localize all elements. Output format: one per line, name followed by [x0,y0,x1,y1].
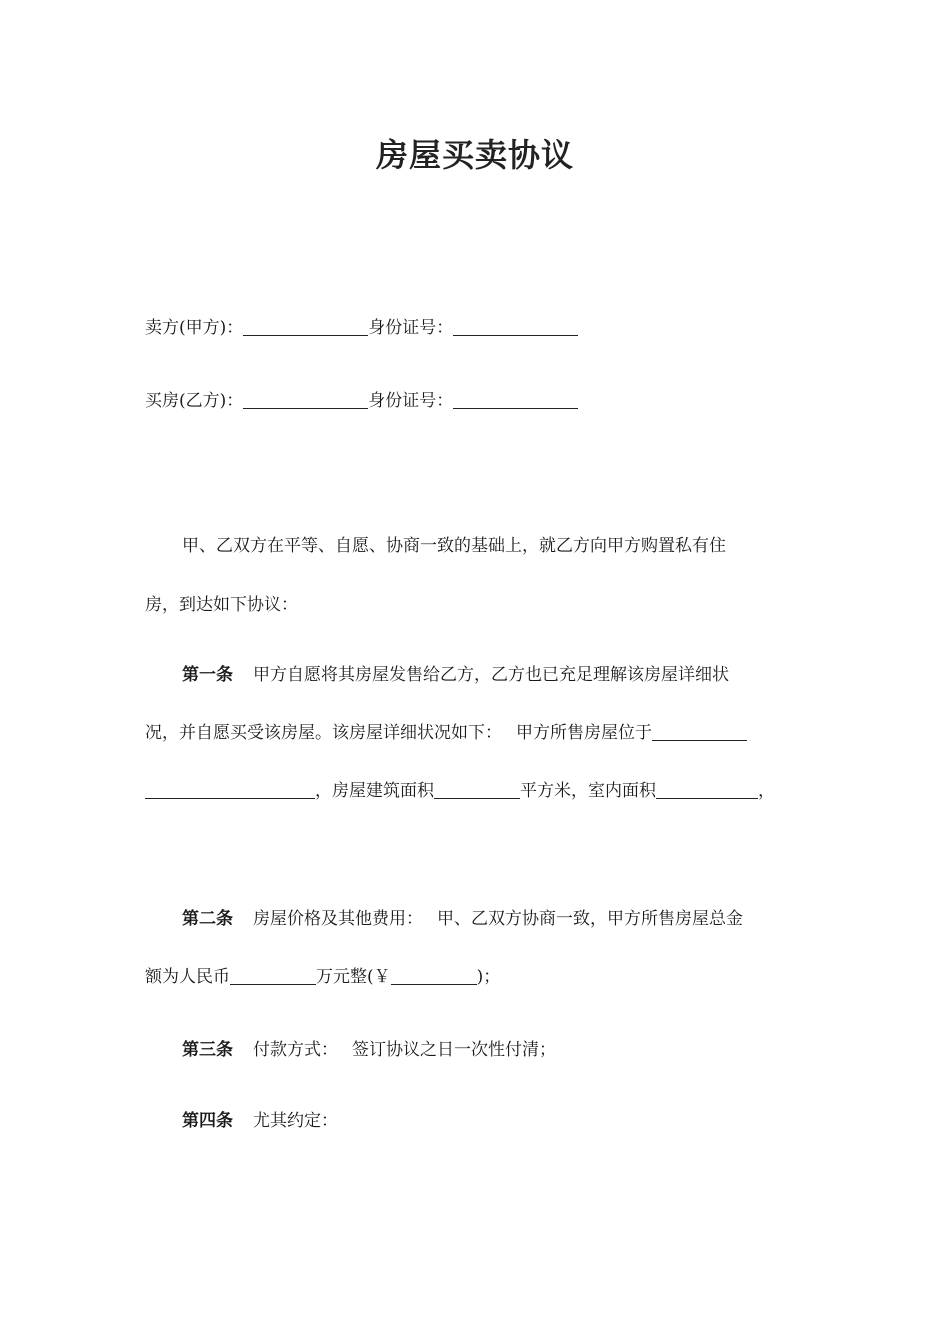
article-2-text-2c: )； [476,967,501,987]
article-2-line-1 [182,904,743,929]
article-2-text-2a: 额为人民币 [145,967,230,987]
price-wan-blank [230,966,316,985]
article-1-text-1: 甲方自愿将其房屋发售给乙方，乙方也已充足理解该房屋详细状 [253,665,729,685]
document-title: 房屋买卖协议 [375,136,574,174]
article-2-text-1a: 房屋价格及其他费用： [253,909,423,929]
building-area-blank [434,780,520,799]
seller-label: 卖方(甲方)： [145,318,244,338]
article-1-text-3b: 平方米，室内面积 [520,781,656,801]
article-2-text-1b: 甲、乙双方协商一致，甲方所售房屋总金 [437,909,743,929]
location-blank-2 [145,780,315,799]
article-1-text-2a: 况，并自愿买受该房屋。该房屋详细状况如下： [145,723,502,743]
intro-line-1: 甲、乙双方在平等、自愿、协商一致的基础上，就乙方向甲方购置私有住 [182,536,726,556]
seller-line [145,313,578,338]
buyer-line [145,386,578,411]
article-4-line [182,1106,338,1131]
indoor-area-blank [656,780,758,799]
buyer-id-label: 身份证号： [368,391,454,411]
article-1-line-2 [145,718,747,743]
article-1-text-3a: ，房屋建筑面积 [315,781,434,801]
article-1-text-3c: ， [758,781,775,801]
article-2-line-2 [145,962,500,987]
article-1-text-2b: 甲方所售房屋位于 [516,723,652,743]
intro-line-2: 房，到达如下协议： [145,595,298,615]
article-1-line-1 [182,660,729,685]
article-2-heading: 第二条 [182,909,233,929]
article-4-heading: 第四条 [182,1111,233,1131]
seller-id-blank [453,317,578,336]
article-1-heading: 第一条 [182,665,233,685]
seller-name-blank [243,317,368,336]
seller-id-label: 身份证号： [368,318,454,338]
buyer-name-blank [243,390,368,409]
article-4-text: 尤其约定： [253,1111,338,1131]
buyer-id-blank [453,390,578,409]
article-3-line [182,1035,556,1060]
article-1-line-3 [145,776,775,801]
location-blank-1 [652,722,747,741]
buyer-label: 买房(乙方)： [145,391,244,411]
article-3-text-b: 签订协议之日一次性付清； [352,1040,556,1060]
article-2-text-2b: 万元整(￥ [316,967,391,987]
article-3-heading: 第三条 [182,1040,233,1060]
article-3-text-a: 付款方式： [253,1040,338,1060]
price-yuan-blank [391,966,477,985]
